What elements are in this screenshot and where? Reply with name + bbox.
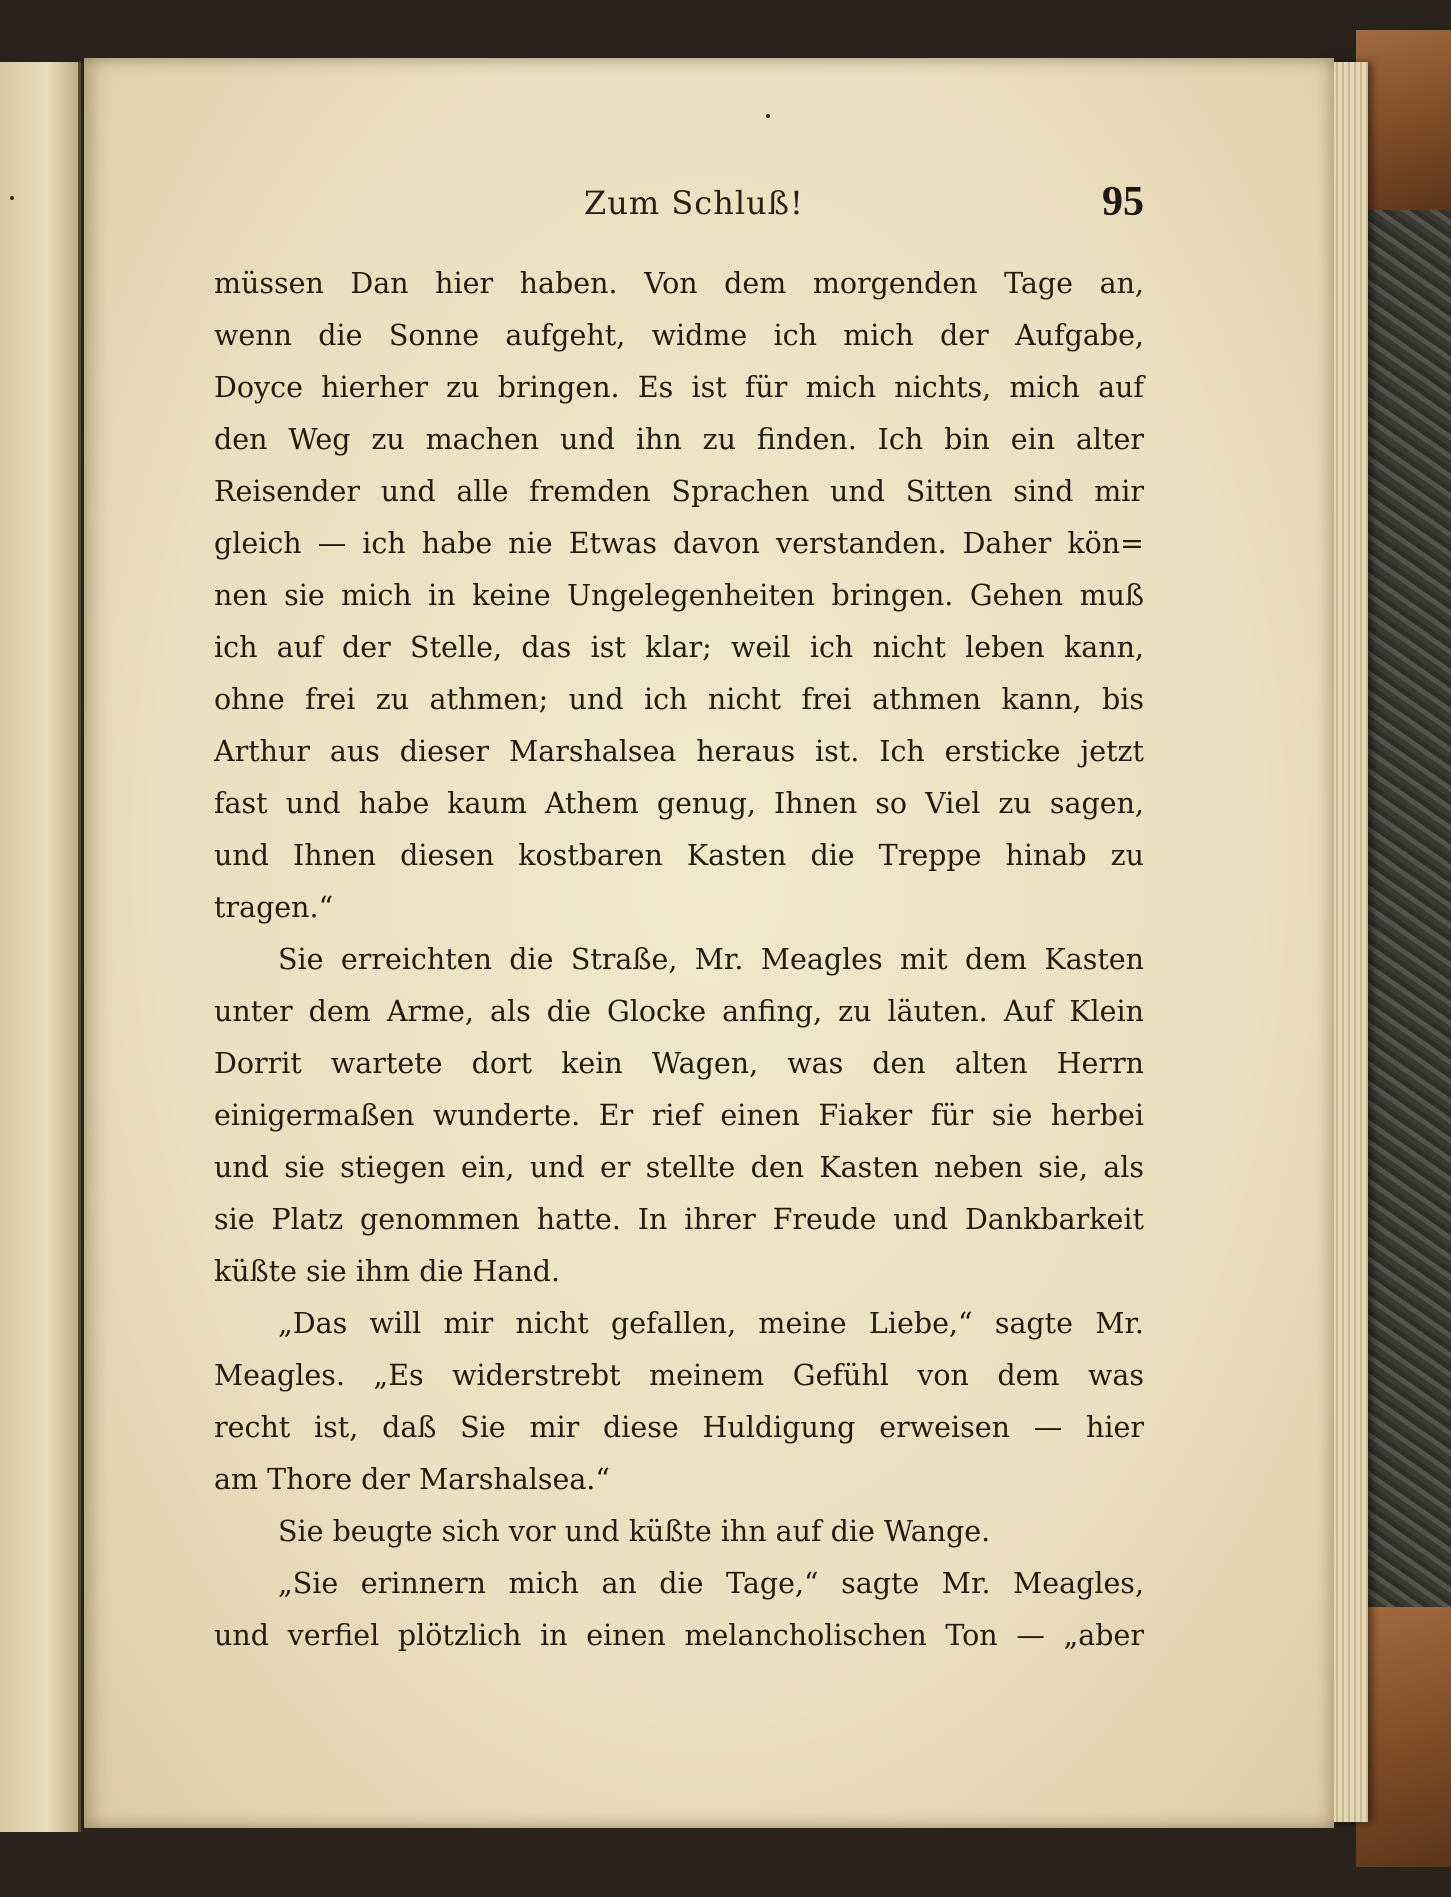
text-line: am Thore der Marshalsea.“ [214, 1463, 610, 1496]
paragraph-start-line: Sie beugte sich vor und küßte ihn auf die Wange. [278, 1515, 991, 1548]
text-line: einigermaßen wunderte. Er rief einen Fiaker für sie herbei [214, 1099, 1144, 1132]
text-line: den Weg zu machen und ihn zu finden. Ich bin ein alter [214, 423, 1144, 456]
text-line: ich auf der Stelle, das ist klar; weil ich nicht leben kann, [214, 631, 1144, 664]
leather-corner-bottom [1356, 1607, 1451, 1867]
margin-speck [766, 114, 770, 118]
text-line: küßte sie ihm die Hand. [214, 1255, 561, 1288]
text-line: Reisender und alle fremden Sprachen und Sitten sind mir [214, 475, 1144, 508]
text-line: Doyce hierher zu bringen. Es ist für mich nichts, mich auf [214, 371, 1144, 404]
text-line: sie Platz genommen hatte. In ihrer Freude und Dankbarkeit [214, 1203, 1144, 1236]
page-number: 95 [1102, 179, 1144, 225]
running-header [214, 178, 1144, 238]
page-body-text [214, 258, 1144, 1662]
text-line: gleich — ich habe nie Etwas davon verstanden. Daher kön= [214, 527, 1144, 560]
text-line: unter dem Arme, als die Glocke anfing, zu läuten. Auf Klein [214, 995, 1144, 1028]
text-line: nen sie mich in keine Ungelegenheiten bringen. Gehen muß [214, 579, 1144, 612]
text-line: tragen.“ [214, 891, 334, 924]
text-line: recht ist, daß Sie mir diese Huldigung erweisen — hier [214, 1411, 1144, 1444]
text-line: und sie stiegen ein, und er stellte den Kasten neben sie, als [214, 1151, 1144, 1184]
text-line: fast und habe kaum Athem genug, Ihnen so Viel zu sagen, [214, 787, 1144, 820]
leather-corner-top [1356, 30, 1451, 210]
text-line: ohne frei zu athmen; und ich nicht frei athmen kann, bis [214, 683, 1144, 716]
text-line: und Ihnen diesen kostbaren Kasten die Treppe hinab zu [214, 839, 1144, 872]
text-line: Meagles. „Es widerstrebt meinem Gefühl von dem was [214, 1359, 1144, 1392]
text-line: Dorrit wartete dort kein Wagen, was den alten Herrn [214, 1047, 1144, 1080]
text-line: müssen Dan hier haben. Von dem morgenden Tage an, [214, 267, 1144, 300]
facing-page-edge [0, 62, 81, 1832]
margin-speck [10, 196, 14, 200]
paragraph-start-line: Sie erreichten die Straße, Mr. Meagles mit dem Kasten [278, 943, 1144, 976]
marbled-cover-board [1361, 30, 1451, 1850]
paragraph-start-line: „Das will mir nicht gefallen, meine Liebe,“ sagte Mr. [278, 1307, 1144, 1340]
text-line: und verfiel plötzlich in einen melancholischen Ton — „aber [214, 1619, 1144, 1652]
paragraph-start-line: „Sie erinnern mich an die Tage,“ sagte Mr. Meagles, [278, 1567, 1144, 1600]
text-line: wenn die Sonne aufgeht, widme ich mich der Aufgabe, [214, 319, 1144, 352]
running-title: Zum Schluß! [584, 184, 804, 222]
text-line: Arthur aus dieser Marshalsea heraus ist. Ich ersticke jetzt [214, 735, 1144, 768]
